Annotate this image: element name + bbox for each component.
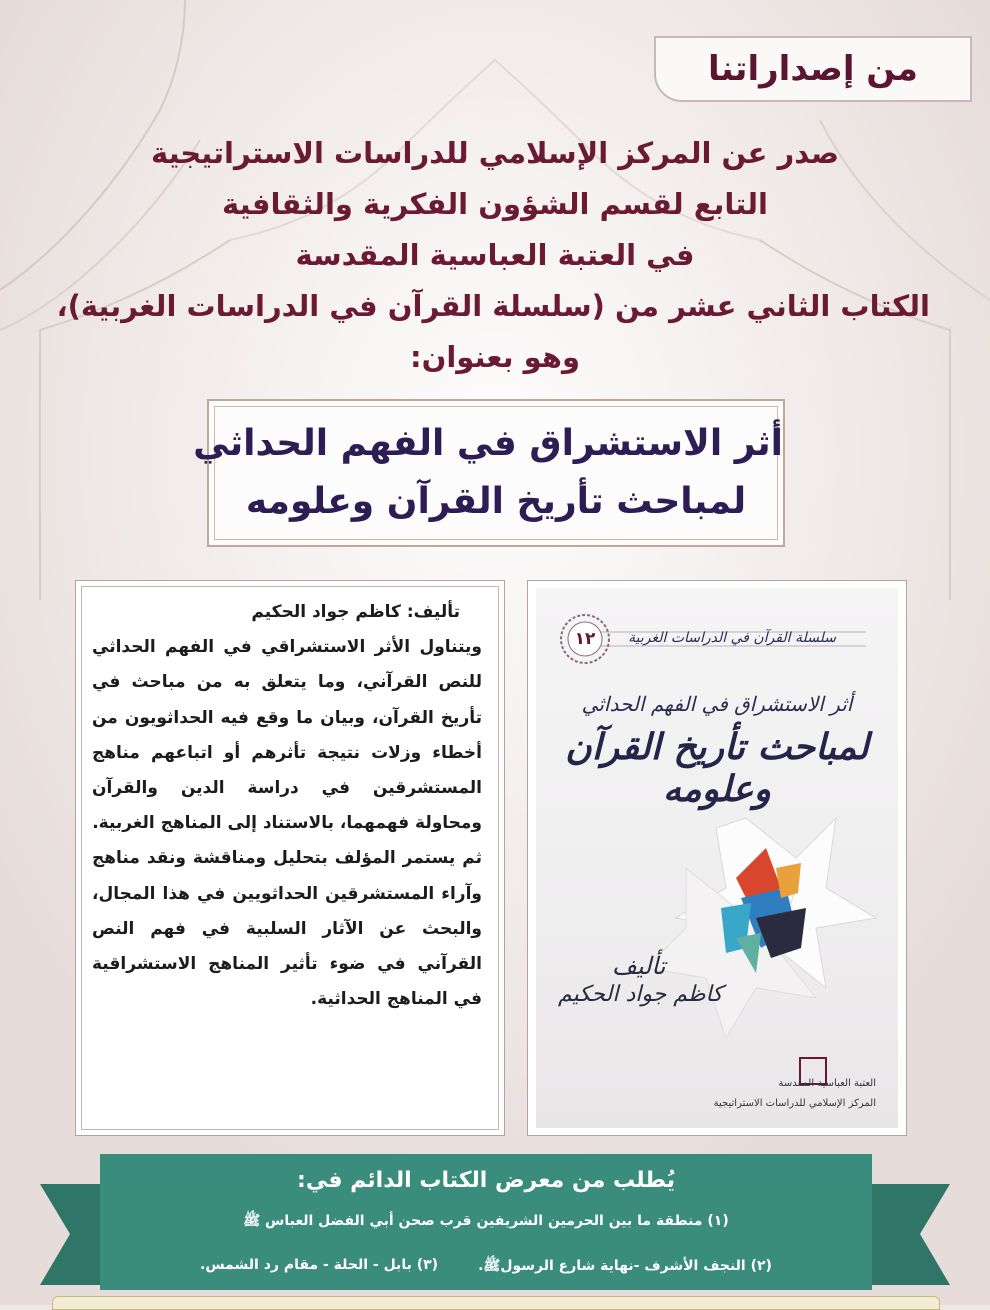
cover-series-label: سلسلة القرآن في الدراسات الغربية [628, 630, 836, 646]
footer-location-3: (٣) بابل - الحلة - مقام رد الشمس. [200, 1257, 439, 1273]
footer-location-2 [478, 1257, 772, 1277]
cover-series-number: ١٢ [574, 629, 596, 649]
cover-title-line-1: أثر الاستشراق في الفهم الحداثي [581, 692, 853, 716]
footer-location-2-end: . [478, 1258, 484, 1274]
footer-location-1 [100, 1212, 872, 1232]
footer-location-2-honorific: ﷺ [483, 1258, 501, 1274]
intro-line-1: صدر عن المركز الإسلامي للدراسات الاستراتيجية [150, 136, 840, 170]
section-tab-label: من إصداراتنا [708, 49, 918, 89]
intro-line-3: في العتبة العباسية المقدسة [295, 238, 695, 272]
description-paragraph-2: ثم يستمر المؤلف بتحليل ومناقشة ونقد مناهج وآراء المستشرقين الحداثويين في هذا المجال، والبحث عن الآثار السلبية في فهم النص القرآني في ضوء تأثير المناهج الاستشراقية في المناهج الحداثية. [92, 848, 482, 1010]
book-cover [536, 588, 898, 1128]
cover-author-label: تأليف [612, 952, 666, 980]
description-box [75, 580, 505, 1136]
author-line [92, 595, 482, 630]
section-tab [654, 36, 972, 102]
intro-line-4: الكتاب الثاني عشر من (سلسلة القرآن في الدراسات الغربية)، [56, 289, 930, 323]
footer-location-2-text: (٢) النجف الأشرف -نهاية شارع الرسول [500, 1258, 772, 1274]
author-name: كاظم جواد الحكيم [251, 602, 401, 622]
book-cover-frame [527, 580, 907, 1136]
intro-line-2: التابع لقسم الشؤون الفكرية والثقافية [222, 187, 768, 221]
cover-artwork [536, 588, 898, 1128]
cover-publisher-1: العتبة العباسية المقدسة [778, 1078, 876, 1089]
bottom-strip [52, 1296, 940, 1310]
book-title-box [193, 399, 785, 547]
book-title-line-2: لمباحث تأريخ القرآن وعلومه [245, 481, 747, 522]
footer-location-1-text: (١) منطقة ما بين الحرمين الشريفين قرب صحن أبي الفضل العباس [265, 1213, 729, 1229]
description-paragraph-1: ويتناول الأثر الاستشراقي في الفهم الحداثي للنص القرآني، وما يتعلق به من مباحث في تأريخ القرآن، وبيان ما وقع فيه الحداثويون من أخطاء وزلات نتيجة تأثرهم أو اتباعهم مناهج المستشرقين في دراسة الدين والقرآن ومحاولة فهمهما، بالاستناد إلى المناهج الغربية. [92, 637, 482, 834]
footer-title: يُطلب من معرض الكتاب الدائم في: [297, 1168, 675, 1193]
book-title-line-1: أثر الاستشراق في الفهم الحداثي [193, 423, 783, 464]
intro-text [56, 128, 930, 383]
footer-locations-row [100, 1257, 872, 1277]
cover-author-name: كاظم جواد الحكيم [558, 982, 723, 1007]
author-label: تأليف: [406, 602, 460, 622]
cover-title-line-2: لمباحث تأريخ القرآن وعلومه [565, 726, 869, 810]
footer-location-1-honorific: ﷺ [243, 1213, 261, 1229]
cover-publisher-2: المركز الإسلامي للدراسات الاستراتيجية [713, 1098, 876, 1109]
intro-line-5: وهو بعنوان: [410, 340, 580, 374]
footer-panel [100, 1154, 872, 1290]
description-text [92, 595, 482, 1017]
